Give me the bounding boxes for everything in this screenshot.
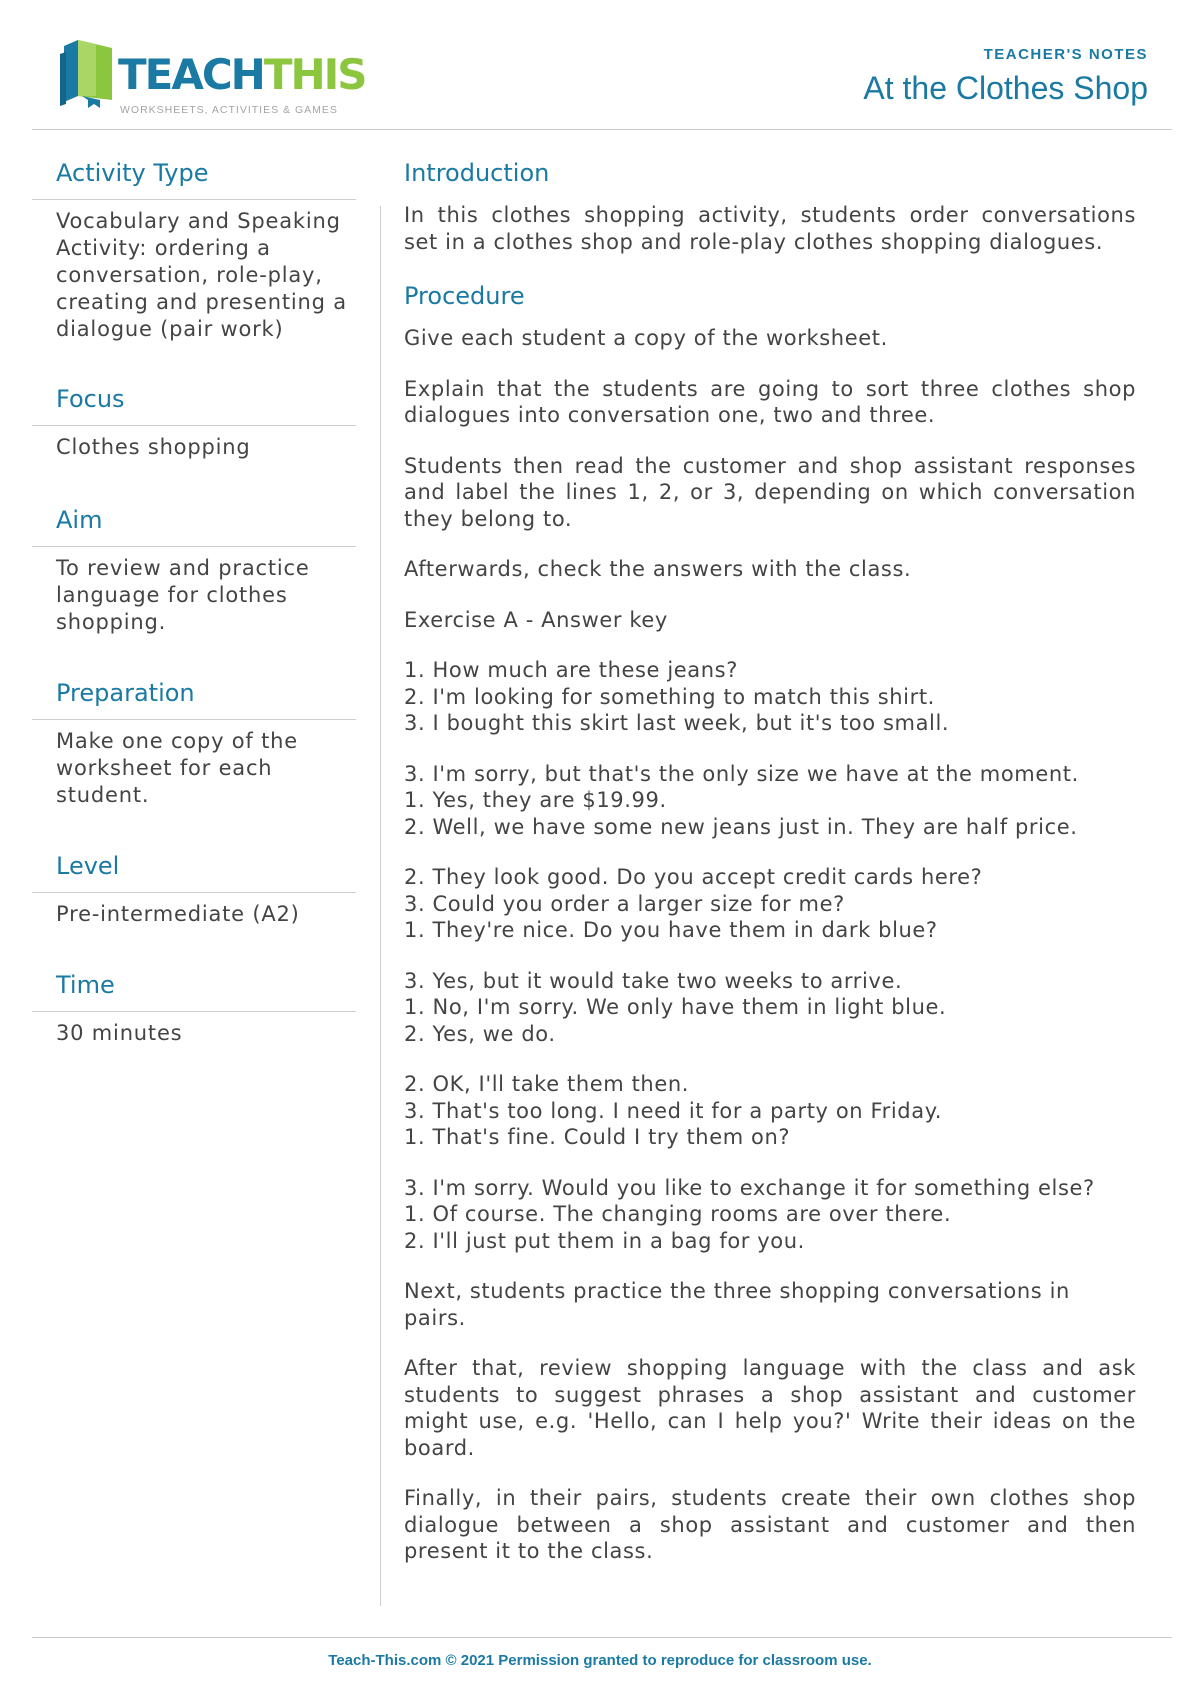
aim-section [32, 503, 356, 636]
introduction-text: In this clothes shopping activity, students order conversations set in a clothes shop and role-play clothes shopping dialogues. [404, 203, 1136, 254]
page-title: At the Clothes Shop [863, 70, 1148, 106]
answer-line: 1. That's fine. Could I try them on? [404, 1125, 791, 1149]
answer-line: 3. I'm sorry. Would you like to exchange it for something else? [404, 1175, 1095, 1200]
logo-teach-text: TEACH [118, 50, 264, 99]
page-header [32, 30, 1172, 130]
procedure-paragraph-1: Give each student a copy of the worksheet. [404, 326, 888, 350]
activity-type-text: Vocabulary and Speaking Activity: ordering a conversation, role-play, creating and presenting a dialogue (pair work) [56, 209, 347, 341]
answer-line: 3. I'm sorry, but that's the only size we have at the moment. [404, 761, 1079, 786]
level-text: Pre-intermediate (A2) [56, 902, 300, 926]
answer-line: 2. I'm looking for something to match this shirt. [404, 684, 935, 709]
answer-line: 2. Yes, we do. [404, 1021, 556, 1046]
header-divider [32, 129, 1172, 130]
column-divider [380, 206, 381, 1606]
preparation-section [32, 676, 356, 809]
procedure-paragraph-5: Next, students practice the three shopping conversations in pairs. [404, 1279, 1070, 1330]
answer-line: 2. Well, we have some new jeans just in. They are half price. [404, 814, 1078, 839]
aim-text: To review and practice language for clothes shopping. [56, 556, 310, 634]
focus-text: Clothes shopping [56, 435, 251, 459]
preparation-text: Make one copy of the worksheet for each student. [56, 729, 298, 807]
answer-group [404, 864, 1136, 944]
answer-group [404, 1175, 1136, 1255]
footer-divider [32, 1637, 1172, 1638]
answer-group [404, 761, 1136, 841]
focus-section [32, 382, 356, 461]
level-section [32, 849, 356, 928]
time-section [32, 968, 356, 1047]
procedure-paragraph-7: Finally, in their pairs, students create their own clothes shop dialogue between a shop assistant and customer and then present it to the class. [404, 1486, 1136, 1563]
answer-line: 1. No, I'm sorry. We only have them in light blue. [404, 995, 947, 1019]
procedure-paragraph-4: Afterwards, check the answers with the class. [404, 557, 912, 581]
procedure-paragraph-3: Students then read the customer and shop assistant responses and label the lines 1, 2, or 3, depending on which conversation they belong to. [404, 453, 1136, 531]
focus-heading: Focus [32, 382, 356, 426]
activity-type-section [32, 156, 356, 343]
answer-line: 3. Yes, but it would take two weeks to arrive. [404, 968, 903, 993]
main-content [404, 156, 1136, 1589]
level-heading: Level [32, 849, 356, 893]
activity-type-heading: Activity Type [32, 156, 356, 200]
teach-this-logo[interactable] [56, 38, 386, 120]
time-text: 30 minutes [56, 1021, 183, 1045]
procedure-heading: Procedure [404, 282, 525, 310]
answer-line: 1. How much are these jeans? [404, 658, 738, 682]
answer-key-title: Exercise A - Answer key [404, 607, 668, 632]
logo-this-text: THIS [263, 50, 366, 99]
answer-line: 2. I'll just put them in a bag for you. [404, 1228, 805, 1253]
answer-line: 1. Yes, they are $19.99. [404, 788, 667, 812]
answer-line: 3. That's too long. I need it for a party on Friday. [404, 1098, 943, 1123]
answer-line: 1. Of course. The changing rooms are over there. [404, 1202, 952, 1226]
answer-group [404, 1071, 1136, 1151]
answer-line: 2. They look good. Do you accept credit cards here? [404, 865, 983, 889]
answer-group [404, 657, 1136, 737]
answer-line: 1. They're nice. Do you have them in dark blue? [404, 918, 938, 942]
logo-tagline: WORKSHEETS, ACTIVITIES & GAMES [120, 104, 338, 116]
answer-line: 2. OK, I'll take them then. [404, 1072, 690, 1096]
answer-line: 3. I bought this skirt last week, but it's too small. [404, 711, 950, 735]
answer-key [404, 657, 1136, 1254]
time-heading: Time [32, 968, 356, 1012]
aim-heading: Aim [32, 503, 356, 547]
answer-group [404, 968, 1136, 1048]
introduction-heading: Introduction [404, 159, 550, 187]
teachers-notes-label: TEACHER'S NOTES [983, 46, 1148, 63]
book-logo-icon [56, 38, 118, 108]
logo-wordmark [118, 52, 366, 98]
preparation-heading: Preparation [32, 676, 356, 720]
procedure-paragraph-6: After that, review shopping language with the class and ask students to suggest phrases a shop assistant and customer might use, e.g. 'Hello, can I help you?' Write their ideas on the board. [404, 1356, 1136, 1460]
procedure-paragraph-2: Explain that the students are going to sort three clothes shop dialogues into conversation one, two and three. [404, 376, 1136, 427]
answer-line: 3. Could you order a larger size for me? [404, 891, 845, 916]
footer-copyright: Teach-This.com © 2021 Permission granted to reproduce for classroom use. [328, 1652, 872, 1669]
